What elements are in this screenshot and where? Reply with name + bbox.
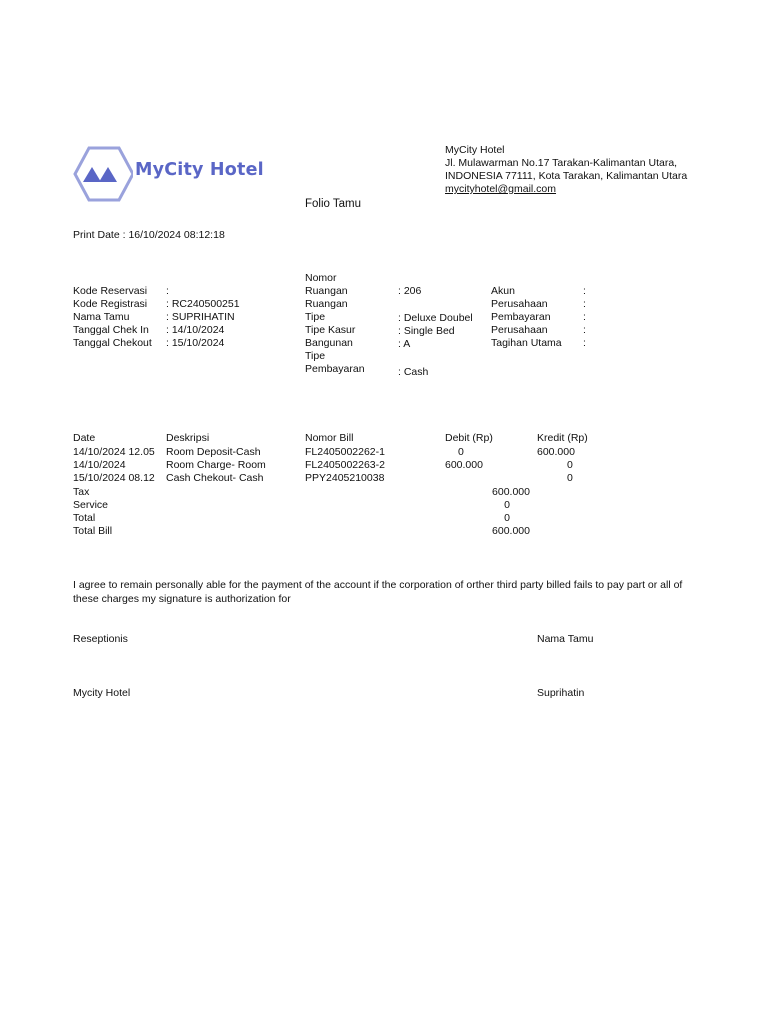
print-date: Print Date : 16/10/2024 08:12:18 — [73, 229, 225, 241]
guest-labels — [73, 285, 152, 350]
row-bill: FL2405002263-2 — [305, 459, 385, 471]
header-date: Date — [73, 432, 96, 444]
row-debit: 600.000 — [445, 459, 483, 471]
account-colon: : — [583, 337, 586, 349]
row-date: 14/10/2024 — [73, 459, 126, 471]
summary-value: 0 — [504, 499, 510, 511]
summary-value: 0 — [504, 512, 510, 524]
hotel-logo — [73, 146, 263, 202]
row-credit: 600.000 — [537, 446, 575, 458]
guest-value: : 14/10/2024 — [166, 324, 225, 336]
signature-left-name: Mycity Hotel — [73, 687, 131, 699]
header-credit: Kredit (Rp) — [537, 432, 588, 444]
signature-right-title: Nama Tamu — [537, 633, 594, 645]
disclaimer-text: I agree to remain personally able for the payment of the account if the corporation of orther third party billed fails to pay part or all of these charges my signature is authorization for — [73, 579, 683, 605]
header-debit: Debit (Rp) — [445, 432, 493, 444]
hotel-name: MyCity Hotel — [445, 144, 505, 156]
summary-label: Total Bill — [73, 525, 113, 537]
summary-values — [470, 486, 530, 538]
header-bill: Nomor Bill — [305, 432, 354, 444]
logo-text: MyCity Hotel — [135, 160, 264, 180]
row-desc: Cash Chekout- Cash — [166, 472, 264, 484]
row-desc: Room Deposit-Cash — [166, 446, 261, 458]
summary-label: Total — [73, 512, 96, 524]
room-value-pembayaran: : Cash — [398, 366, 429, 378]
summary-value: 600.000 — [492, 525, 530, 537]
room-label: Nomor — [305, 272, 337, 284]
document-title: Folio Tamu — [305, 198, 362, 210]
hexagon-logo-icon — [73, 146, 133, 202]
summary-label: Tax — [73, 486, 90, 498]
account-label: Pembayaran — [491, 311, 551, 323]
account-colon: : — [583, 298, 586, 310]
account-label: Tagihan Utama — [491, 337, 562, 349]
guest-label: Kode Reservasi — [73, 285, 148, 297]
room-label: Tipe — [305, 350, 326, 362]
row-date: 15/10/2024 08.12 — [73, 472, 155, 484]
account-label: Akun — [491, 285, 515, 297]
account-colon: : — [583, 311, 586, 323]
guest-value: : — [166, 285, 169, 297]
account-colon: : — [583, 285, 586, 297]
room-value-bangunan: : A — [398, 338, 411, 350]
account-colon: : — [583, 324, 586, 336]
room-label: Tipe — [305, 311, 326, 323]
room-label: Pembayaran — [305, 363, 365, 375]
hotel-address — [445, 144, 687, 196]
guest-value: : RC240500251 — [166, 298, 240, 310]
account-label: Perusahaan — [491, 298, 548, 310]
guest-values — [166, 285, 240, 350]
summary-value: 600.000 — [492, 486, 530, 498]
guest-value: : SUPRIHATIN — [166, 311, 235, 323]
room-label: Ruangan — [305, 298, 348, 310]
guest-value: : 15/10/2024 — [166, 337, 225, 349]
room-label: Bangunan — [305, 337, 353, 349]
guest-label: Kode Registrasi — [73, 298, 148, 310]
guest-label: Nama Tamu — [73, 311, 130, 323]
row-credit: 0 — [567, 459, 573, 471]
guest-label: Tanggal Chek In — [73, 324, 149, 336]
account-labels — [491, 285, 562, 350]
hotel-email-link[interactable]: mycityhotel@gmail.com — [445, 183, 557, 195]
header-desc: Deskripsi — [166, 432, 210, 444]
room-label: Tipe Kasur — [305, 324, 356, 336]
summary-label: Service — [73, 499, 109, 511]
room-value-nomor: : 206 — [398, 285, 422, 297]
guest-label: Tanggal Chekout — [73, 337, 152, 349]
row-date: 14/10/2024 12.05 — [73, 446, 155, 458]
address-line-1: Jl. Mulawarman No.17 Tarakan-Kalimantan Utara, — [445, 157, 678, 169]
room-value-tipe: : Deluxe Doubel — [398, 312, 473, 324]
row-credit: 0 — [567, 472, 573, 484]
row-debit: 0 — [458, 446, 464, 458]
room-label: Ruangan — [305, 285, 348, 297]
room-value-kasur: : Single Bed — [398, 325, 455, 337]
row-bill: FL2405002262-1 — [305, 446, 385, 458]
room-labels — [305, 272, 365, 376]
account-colons — [583, 285, 586, 350]
account-label: Perusahaan — [491, 324, 548, 336]
signature-left-title: Reseptionis — [73, 633, 128, 645]
row-desc: Room Charge- Room — [166, 459, 266, 471]
row-bill: PPY2405210038 — [305, 472, 385, 484]
address-line-2: INDONESIA 77111, Kota Tarakan, Kalimantan Utara — [445, 170, 688, 182]
signature-right-name: Suprihatin — [537, 687, 585, 699]
summary-labels — [73, 486, 112, 538]
